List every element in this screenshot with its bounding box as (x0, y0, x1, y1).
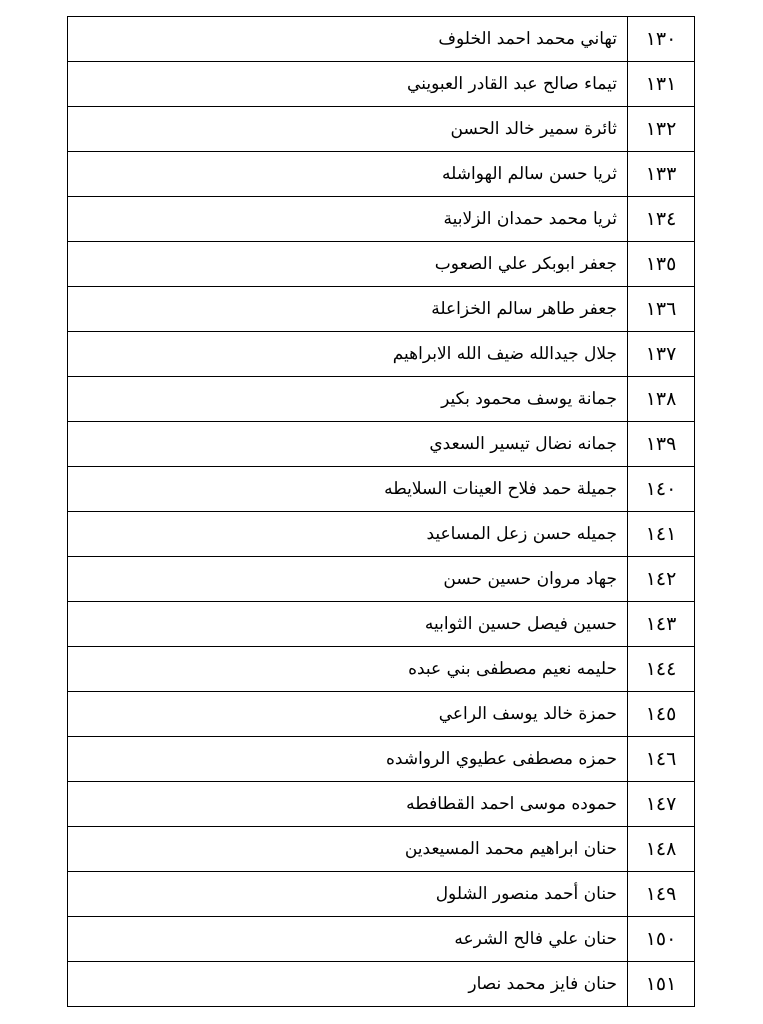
person-name: حنان فايز محمد نصار (68, 962, 628, 1007)
table-row (68, 872, 695, 917)
person-name: جعفر ابوبكر علي الصعوب (68, 242, 628, 287)
row-number: ١٥١ (628, 962, 695, 1007)
person-name: جهاد مروان حسين حسن (68, 557, 628, 602)
person-name: حليمه نعيم مصطفى بني عبده (68, 647, 628, 692)
person-name: حنان أحمد منصور الشلول (68, 872, 628, 917)
table-row (68, 107, 695, 152)
person-name: حمزة خالد يوسف الراعي (68, 692, 628, 737)
person-name: جعفر طاهر سالم الخزاعلة (68, 287, 628, 332)
table-row (68, 62, 695, 107)
row-number: ١٣٣ (628, 152, 695, 197)
row-number: ١٤١ (628, 512, 695, 557)
person-name: جمانة يوسف محمود بكير (68, 377, 628, 422)
table-row (68, 512, 695, 557)
row-number: ١٣١ (628, 62, 695, 107)
table-row (68, 242, 695, 287)
table-row (68, 422, 695, 467)
person-name: جميله حسن زعل المساعيد (68, 512, 628, 557)
person-name: جلال جيدالله ضيف الله الابراهيم (68, 332, 628, 377)
names-table (67, 16, 695, 1007)
table-row (68, 557, 695, 602)
row-number: ١٣٠ (628, 17, 695, 62)
row-number: ١٤٩ (628, 872, 695, 917)
row-number: ١٤٦ (628, 737, 695, 782)
row-number: ١٥٠ (628, 917, 695, 962)
table-row (68, 17, 695, 62)
row-number: ١٤٣ (628, 602, 695, 647)
person-name: جميلة حمد فلاح العينات السلايطه (68, 467, 628, 512)
person-name: تهاني محمد احمد الخلوف (68, 17, 628, 62)
table-row (68, 332, 695, 377)
row-number: ١٣٧ (628, 332, 695, 377)
table-row (68, 287, 695, 332)
table-row (68, 197, 695, 242)
person-name: ثريا محمد حمدان الزلابية (68, 197, 628, 242)
person-name: حنان ابراهيم محمد المسيعدين (68, 827, 628, 872)
row-number: ١٣٤ (628, 197, 695, 242)
row-number: ١٣٦ (628, 287, 695, 332)
table-row (68, 647, 695, 692)
person-name: حمزه مصطفى عطيوي الرواشده (68, 737, 628, 782)
table-row (68, 962, 695, 1007)
table-row (68, 827, 695, 872)
table-row (68, 602, 695, 647)
row-number: ١٤٥ (628, 692, 695, 737)
table-row (68, 467, 695, 512)
table-row (68, 692, 695, 737)
table-row (68, 377, 695, 422)
row-number: ١٣٨ (628, 377, 695, 422)
row-number: ١٤٨ (628, 827, 695, 872)
person-name: تيماء صالح عبد القادر العبويني (68, 62, 628, 107)
person-name: حسين فيصل حسين الثوابيه (68, 602, 628, 647)
table-row (68, 152, 695, 197)
names-table-body (68, 17, 695, 1007)
row-number: ١٤٢ (628, 557, 695, 602)
person-name: جمانه نضال تيسير السعدي (68, 422, 628, 467)
row-number: ١٣٢ (628, 107, 695, 152)
row-number: ١٤٠ (628, 467, 695, 512)
row-number: ١٤٧ (628, 782, 695, 827)
table-row (68, 737, 695, 782)
table-row (68, 782, 695, 827)
row-number: ١٤٤ (628, 647, 695, 692)
person-name: ثائرة سمير خالد الحسن (68, 107, 628, 152)
row-number: ١٣٥ (628, 242, 695, 287)
person-name: حنان علي فالح الشرعه (68, 917, 628, 962)
person-name: حموده موسى احمد القطافطه (68, 782, 628, 827)
person-name: ثريا حسن سالم الهواشله (68, 152, 628, 197)
row-number: ١٣٩ (628, 422, 695, 467)
table-row (68, 917, 695, 962)
